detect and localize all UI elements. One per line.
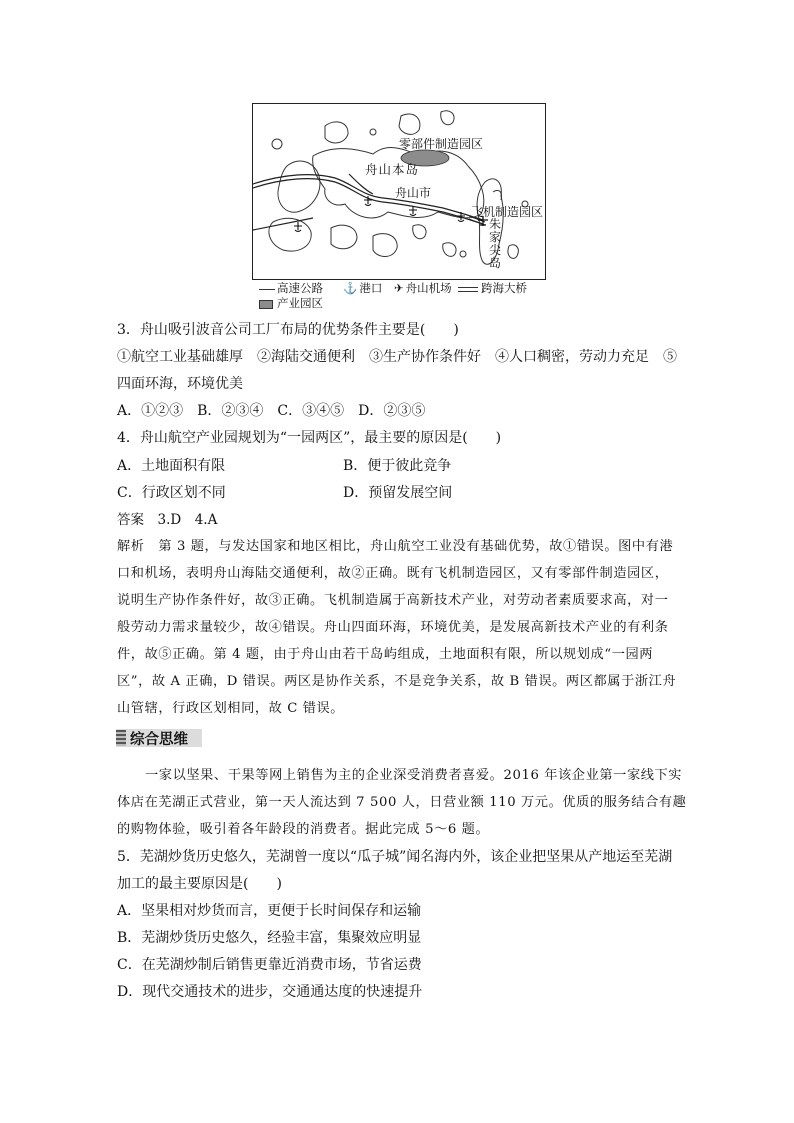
- q4-stem: 4．舟山航空产业园规划为“一园两区”，最主要的原因是( ): [117, 430, 502, 446]
- label-zhujiajian: [489, 218, 501, 270]
- zhujiajian-char: 家: [489, 230, 502, 244]
- legend-park-label: 产业园区: [277, 296, 323, 310]
- explanation-line: 口和机场，表明舟山海陆交通便利，故②正确。既有飞机制造园区，又有零部件制造园区，: [117, 566, 669, 581]
- legend-port: [343, 281, 382, 295]
- passage-line: 一家以坚果、干果等网上销售为主的企业深受消费者喜爱。2016 年该企业第一家线下实: [145, 768, 683, 783]
- passage-line: 体店在芜湖正式营业，第一天人流达到 7 500 人，日营业额 110 万元。优质的服务结合有趣: [117, 795, 687, 810]
- q5-option-c: C．在芜湖炒制后销售更靠近消费市场，节省运费: [117, 957, 422, 973]
- label-city: 舟山市: [395, 186, 432, 200]
- explanation-line: 般劳动力需求量较少，故④错误。舟山四面环海，环境优美，是发展高新技术产业的有利条: [117, 620, 669, 635]
- park-swatch-icon: [259, 300, 273, 309]
- passage-line: 的购物体验，吸引着各年龄段的消费者。据此完成 5～6 题。: [117, 822, 490, 837]
- explanation-line: 解析 第 3 题，与发达国家和地区相比，舟山航空工业没有基础优势，故①错误。图中有港: [117, 539, 674, 554]
- section-marker-icon: [116, 730, 126, 746]
- q3-options-line1: ①航空工业基础雄厚 ②海陆交通便利 ③生产协作条件好 ④人口稠密，劳动力充足 ⑤: [117, 349, 677, 365]
- zhoushan-map: [252, 103, 546, 280]
- section-header: [116, 728, 188, 748]
- q5-stem-line1: 5．芜湖炒货历史悠久，芜湖曾一度以“瓜子城”闻名海内外，该企业把坚果从产地运至芜湖: [117, 849, 673, 865]
- legend-port-label: 港口: [359, 281, 383, 295]
- legend-airport-label: 舟山机场: [405, 281, 452, 295]
- explanation-line: 区”，故 A 正确，D 错误。两区是协作关系，不是竞争关系，故 B 错误。两区都属于浙江舟: [117, 674, 677, 689]
- zhujiajian-char: 朱: [489, 217, 502, 231]
- q5-option-b: B．芜湖炒货历史悠久，经验丰富，集聚效应明显: [117, 930, 422, 946]
- q5-option-d: D．现代交通技术的进步，交通通达度的快速提升: [117, 984, 423, 1000]
- legend-airport: [394, 281, 452, 295]
- legend-highway-label: 高速公路: [277, 281, 323, 295]
- explanation-line: 山管辖，行政区划相同，故 C 错误。: [117, 701, 345, 716]
- zhujiajian-char: 尖: [489, 243, 502, 257]
- label-aircraft-zone: 飞机制造园区: [471, 205, 544, 219]
- q3-choices: A．①②③ B．②③④ C．③④⑤ D．②③⑤: [117, 403, 426, 419]
- label-main-island: 舟山本岛: [365, 162, 420, 177]
- anchor-icon: ⚓: [343, 281, 358, 295]
- legend-bridge: [458, 281, 527, 295]
- zhujiajian-char: 岛: [489, 256, 502, 270]
- legend-park: [259, 296, 323, 310]
- q3-options-line2: 四面环海，环境优美: [117, 376, 243, 392]
- highway-icon: [259, 289, 275, 290]
- q5-stem-line2: 加工的最主要原因是( ): [117, 876, 282, 892]
- explanation-line: 件，故⑤正确。第 4 题，由于舟山由若干岛屿组成，土地面积有限，所以规划成“一园两: [117, 647, 654, 662]
- answer-line: 答案 3.D 4.A: [117, 512, 218, 528]
- explanation-line: 说明生产协作条件好，故③正确。飞机制造属于高新技术产业，对劳动者素质要求高，对一: [117, 593, 669, 608]
- q3-stem: 3．舟山吸引波音公司工厂布局的优势条件主要是( ): [117, 322, 459, 338]
- bridge-icon: [458, 287, 478, 292]
- section-title: 综合思维: [130, 731, 188, 748]
- q4-option-d: D．预留发展空间: [343, 485, 453, 501]
- airplane-icon: ✈: [394, 281, 404, 295]
- legend-bridge-label: 跨海大桥: [481, 281, 527, 295]
- q4-option-c: C．行政区划不同: [117, 485, 226, 501]
- label-parts-zone: 零部件制造园区: [399, 137, 484, 151]
- legend-highway: [259, 281, 323, 295]
- q4-option-a: A．土地面积有限: [117, 458, 226, 474]
- q4-option-b: B．便于彼此竞争: [343, 458, 452, 474]
- q5-option-a: A．坚果相对炒货而言，更便于长时间保存和运输: [117, 903, 422, 919]
